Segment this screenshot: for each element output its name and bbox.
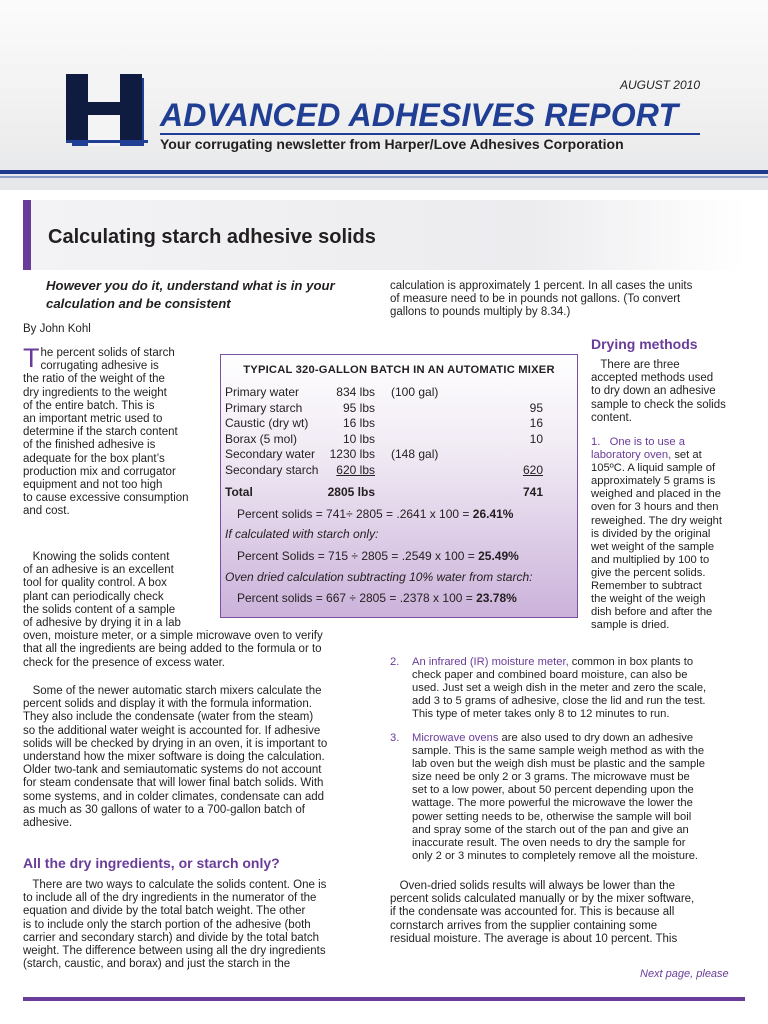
footer-rule	[23, 997, 745, 1001]
drop-cap: T	[23, 343, 40, 373]
cell-weight: 16 lbs	[342, 416, 375, 430]
intro-line-1: corrugating adhesive is	[40, 360, 159, 373]
method3-line-1: lab oven but the weigh dish must be plastic and the sample	[412, 758, 705, 771]
method3-line-8: only 2 or 3 minutes to completely remove all the moisture.	[412, 849, 699, 862]
drying-line-4: content.	[591, 411, 632, 424]
para2-line-4: the solids content of a sample	[23, 603, 176, 616]
intro-line-9: production mix and corrugator	[23, 465, 176, 478]
intro-line-12: and cost.	[23, 505, 70, 518]
byline: By John Kohl	[23, 323, 91, 335]
cell-volume: (100 gal)	[391, 385, 439, 399]
method-2-number: 2.	[390, 656, 400, 668]
cell-ingredient: Primary starch	[225, 400, 303, 415]
method2-line-1: used. Just set a weigh dish in the meter and zero the scale,	[412, 682, 707, 695]
intro-paragraph	[23, 343, 228, 519]
method2-line-0: check paper and combined board moisture, can also be	[412, 669, 688, 682]
batch-table-title: TYPICAL 320-GALLON BATCH IN AN AUTOMATIC MIXER	[243, 364, 555, 376]
total-label: Total	[225, 485, 253, 499]
method3-line-5: power setting needs to be, otherwise the sample will boil	[412, 810, 692, 823]
col2-line-2: gallons to pounds multiply by 8.34.)	[390, 306, 571, 319]
method1-line-8: and multiplied by 100 to	[591, 553, 710, 566]
closing-line-1: percent solids calculated manually or by the mixer software,	[390, 893, 695, 906]
intro-line-2: the ratio of the weight of the	[23, 373, 165, 386]
paragraph-mixers	[23, 685, 327, 830]
section-heading-dry-ingredients: All the dry ingredients, or starch only?	[23, 855, 280, 871]
cell-weight: 95 lbs	[342, 400, 375, 415]
formula-1-text: Percent solids = 741÷ 2805 = .2641 x 100 =	[237, 507, 473, 521]
closing-line-3: cornstarch arrives from the supplier containing some	[390, 919, 658, 932]
method1-line-12: dish before and after the	[591, 606, 713, 619]
method2-line-3: This type of meter takes only 8 to 12 minutes to run.	[412, 708, 670, 721]
cell-ingredient: Secondary starch	[225, 462, 319, 477]
para2-line-3: plant can periodically check	[23, 590, 164, 603]
next-page-link[interactable]: Next page, please	[640, 968, 729, 980]
method-2-link: An infrared (IR) moisture meter,	[412, 656, 569, 668]
method3-line-2: size need be only 2 or 3 grams. The microwave must be	[412, 771, 690, 784]
section1-line-4: carrier and secondary starch) and divide by the total batch	[23, 931, 319, 944]
para2-line-7: that all the ingredients are being added to the formula or to	[23, 643, 322, 656]
method1-line-10: Remember to subtract	[591, 580, 702, 593]
cell-weight: 620 lbs	[336, 462, 375, 477]
method1-line-3: weighed and placed in the	[591, 488, 722, 501]
para3-line-2: They also include the condensate (water from the steam)	[23, 711, 314, 724]
article-title: Calculating starch adhesive solids	[48, 226, 376, 248]
method3-line-0: sample. This is the same sample weigh method as with the	[412, 745, 705, 758]
intro-line-6: determine if the starch content	[23, 426, 178, 439]
method-3-number: 3.	[390, 732, 400, 744]
closing-line-4: residual moisture. The average is about 10 percent. This	[390, 932, 678, 945]
cell-solids: 95	[529, 400, 543, 415]
cell-ingredient: Secondary water	[225, 447, 316, 461]
paragraph-two-ways	[23, 879, 326, 971]
drying-line-1: accepted methods used	[591, 372, 714, 385]
formula-3-text: Percent solids = 667 ÷ 2805 = .2378 x 100 =	[237, 591, 477, 605]
intro-line-8: adequate for the box plant’s	[23, 452, 165, 465]
masthead-title: ADVANCED ADHESIVES REPORT	[160, 97, 679, 133]
para2-line-1: of an adhesive is an excellent	[23, 564, 174, 577]
section1-line-0: There are two ways to calculate the solids content. One is	[23, 879, 327, 891]
intro-line-11: to cause excessive consumption	[23, 492, 189, 505]
method3-line-4: wattage. The more powerful the microwave the lower the	[412, 797, 693, 810]
title-accent-bar	[23, 200, 31, 270]
formula-starch-only	[237, 549, 519, 563]
para2-line-2: tool for quality control. A box	[23, 577, 167, 590]
cell-solids: 620	[522, 462, 543, 477]
para3-line-4: solids will be checked by drying in an oven, it is important to	[23, 737, 328, 750]
paragraph-continued	[390, 280, 692, 320]
method-ir-meter	[390, 656, 750, 721]
para3-line-9: as much as 30 gallons of water to a 700-gallon batch of	[23, 803, 305, 816]
para2-line-6: oven, moisture meter, or a simple microwave oven to verify	[23, 630, 323, 643]
method3-line-3: set to a low power, about 50 percent depending upon the	[412, 784, 694, 797]
cell-solids: 16	[529, 416, 543, 430]
closing-line-2: if the condensate was accounted for. This is because all	[390, 906, 675, 919]
method-2-first-line: common in box plants to	[568, 656, 694, 668]
drying-line-0: There are three	[591, 359, 680, 371]
method-1-line-0: set at	[671, 449, 702, 462]
method-1-link-cont: laboratory oven,	[591, 449, 672, 462]
formula-2-text: Percent Solids = 715 ÷ 2805 = .2549 x 100 =	[237, 549, 479, 563]
para3-line-8: some systems, and in colder climates, condensate can add	[23, 790, 325, 803]
header-rule-dark	[0, 170, 768, 174]
method-1-number: 1.	[591, 436, 601, 448]
method1-line-11: the weight of the weigh	[591, 593, 706, 606]
formula-1-result: 26.41%	[472, 507, 514, 521]
intro-line-3: dry ingredients to the weight	[23, 386, 167, 399]
section1-line-3: is to include only the starch portion of the adhesive (both	[23, 918, 311, 931]
drying-line-2: to dry down an adhesive	[591, 385, 716, 398]
para2-line-0: Knowing the solids content	[23, 551, 170, 563]
method-3-first-line: are also used to dry down an adhesive	[498, 732, 694, 744]
cell-ingredient: Borax (5 mol)	[225, 431, 298, 446]
method1-line-7: wet weight of the sample	[591, 540, 715, 553]
formula-2-result: 25.49%	[478, 549, 519, 563]
para3-line-3: so the additional water weight is accounted for. If adhesive	[23, 724, 321, 737]
paragraph-oven-dried	[390, 880, 694, 946]
masthead-tagline: Your corrugating newsletter from Harper/Love Adhesives Corporation	[160, 136, 624, 152]
col2-line-1: of measure need to be in pounds not gallons. (To convert	[390, 293, 681, 306]
para3-line-0: Some of the newer automatic starch mixers calculate the	[23, 685, 322, 697]
article-deck: However you do it, understand what is in your calculation and be consistent	[46, 278, 335, 311]
formula-oven-dried	[237, 591, 517, 605]
para2-line-8: check for the presence of excess water.	[23, 656, 225, 669]
note-oven-dried: Oven dried calculation subtracting 10% water from starch:	[225, 570, 533, 584]
method1-line-13: sample is dried.	[591, 619, 670, 632]
method1-line-6: is divided by the original	[591, 527, 711, 540]
para3-line-10: adhesive.	[23, 817, 73, 830]
intro-line-7: of the finished adhesive is	[23, 439, 156, 452]
para2-line-5: of adhesive by drying it in a lab	[23, 617, 181, 630]
para3-line-6: Older two-tank and semiautomatic systems do not account	[23, 764, 322, 777]
cell-solids: 10	[529, 431, 543, 446]
method2-line-2: add 3 to 5 grams of adhesive, close the lid and run the test.	[412, 695, 706, 708]
method1-line-2: approximately 5 grams is	[591, 475, 716, 488]
cell-weight: 10 lbs	[342, 431, 375, 446]
method-lab-oven	[591, 436, 761, 632]
para3-line-5: understand how the mixer software is doing the calculation.	[23, 751, 325, 764]
intro-line-4: of the entire batch. This is	[23, 399, 155, 412]
cell-volume: (148 gal)	[391, 447, 439, 461]
closing-line-0: Oven-dried solids results will always be lower than the	[390, 880, 676, 892]
cell-weight: 834 lbs	[336, 385, 375, 399]
masthead-rule	[160, 133, 700, 135]
note-starch-only: If calculated with starch only:	[225, 527, 379, 541]
issue-date: AUGUST 2010	[619, 78, 700, 92]
method1-line-1: 105ºC. A liquid sample of	[591, 462, 716, 475]
method3-line-7: inaccurate result. The oven needs to dry the sample for	[412, 836, 686, 849]
method3-line-6: and spray some of the starch out of the pan and give an	[412, 823, 689, 836]
header-rule-light	[0, 176, 768, 178]
section-heading-drying-methods: Drying methods	[591, 336, 698, 352]
section1-line-2: equation and divide by the total batch weight. The other	[23, 905, 306, 918]
total-weight: 2805 lbs	[327, 485, 375, 499]
intro-line-5: an important metric used to	[23, 413, 163, 426]
method-3-link: Microwave ovens	[412, 732, 499, 744]
cell-weight: 1230 lbs	[329, 447, 375, 461]
formula-all-solids	[237, 507, 513, 521]
formula-3-result: 23.78%	[476, 591, 517, 605]
intro-line-0: he percent solids of starch	[40, 347, 175, 359]
total-solids: 741	[522, 485, 543, 499]
method1-line-9: give the percent solids.	[591, 566, 706, 579]
harper-love-h-logo-icon	[66, 74, 148, 146]
intro-line-10: equipment and not too high	[23, 479, 163, 492]
para3-line-7: for steam condensate that will lower final batch solids. With	[23, 777, 324, 790]
method1-line-5: reweighed. The dry weight	[591, 514, 723, 527]
para3-line-1: percent solids and display it with the formula information.	[23, 698, 312, 711]
section1-line-1: to include all of the dry ingredients in the numerator of the	[23, 892, 317, 905]
paragraph-drying-intro	[591, 359, 726, 425]
drying-line-3: sample to check the solids	[591, 398, 726, 411]
section1-line-6: (starch, caustic, and borax) and just the starch in the	[23, 958, 291, 971]
cell-ingredient: Primary water	[225, 385, 300, 399]
method-1-link: One is to use a	[609, 436, 685, 448]
method1-line-4: oven for 3 hours and then	[591, 501, 719, 514]
batch-table-box	[220, 354, 578, 618]
method-microwave	[390, 732, 750, 863]
section1-line-5: weight. The difference between using all the dry ingredients	[23, 945, 326, 958]
col2-line-0: calculation is approximately 1 percent. In all cases the units	[390, 280, 693, 292]
cell-ingredient: Caustic (dry wt)	[225, 416, 309, 430]
